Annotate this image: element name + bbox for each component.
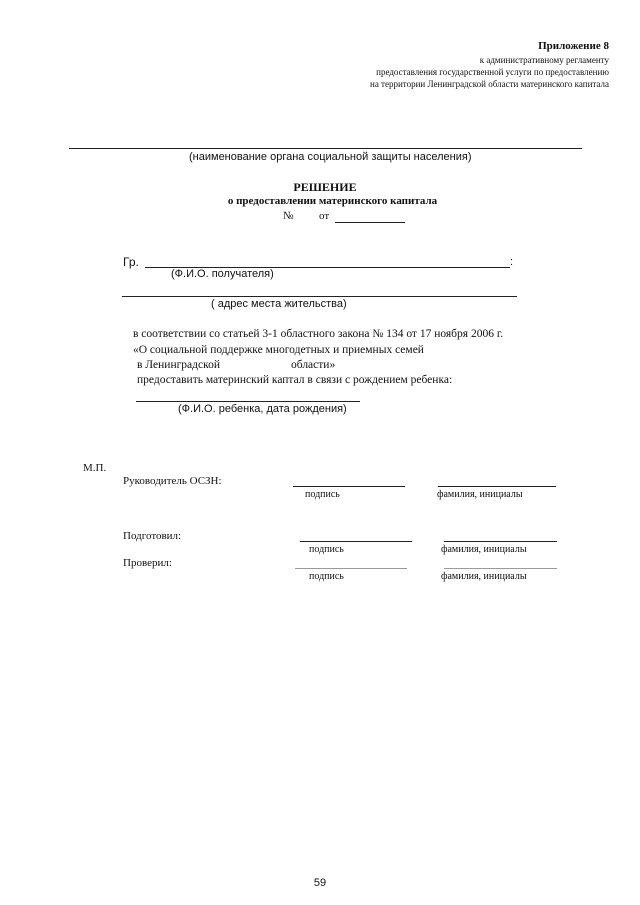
name-caption: фамилия, инициалы [437,489,523,500]
child-caption: (Ф.И.О. ребенка, дата рождения) [178,403,347,415]
stamp-label: М.П. [83,462,107,474]
decision-date-line [335,222,405,223]
signature-role: Проверил: [123,557,172,569]
signature-caption: подпись [305,489,340,500]
recipient-prefix: Гр. [123,255,139,269]
recipient-address-line [122,296,517,297]
name-line [444,541,557,542]
name-caption: фамилия, инициалы [441,544,527,555]
signature-line [295,568,407,569]
decision-number-label: № [283,210,294,222]
body-line-3a: в Ленинградской [137,359,221,371]
name-caption: фамилия, инициалы [441,571,527,582]
signature-caption: подпись [309,544,344,555]
body-line-3b: области» [291,359,336,371]
body-line-2: «О социальной поддержке многодетных и приемных семей [133,344,424,356]
recipient-colon: : [510,256,514,268]
name-line [444,568,557,569]
appendix-line-3: на территории Ленинградской области материнского капитала [370,79,609,89]
name-line [438,486,556,487]
appendix-line-1: к административному регламенту [479,55,609,65]
page-number: 59 [313,877,327,889]
decision-subtitle: о предоставлении материнского капитала [227,195,438,207]
decision-title: РЕШЕНИЕ [293,180,357,194]
decision-date-label: от [319,210,330,222]
recipient-name-caption: (Ф.И.О. получателя) [171,268,274,280]
signature-line [293,486,405,487]
signature-caption: подпись [309,571,344,582]
org-caption: (наименование органа социальной защиты населения) [189,151,472,163]
recipient-address-caption: ( адрес места жительства) [211,298,347,310]
appendix-line-2: предоставления государственной услуги по предоставлению [376,67,609,77]
body-line-4: предоставить материнский каптал в связи с рождением ребенка: [137,374,453,386]
appendix-title: Приложение 8 [538,40,609,52]
signature-line [300,541,412,542]
body-line-1: в соответствии со статьей 3-1 областного закона № 134 от 17 ноября 2006 г. [133,328,504,340]
org-name-line [69,148,582,149]
child-line [136,401,360,402]
signature-role: Подготовил: [123,530,182,542]
signature-role: Руководитель ОСЗН: [123,475,222,487]
